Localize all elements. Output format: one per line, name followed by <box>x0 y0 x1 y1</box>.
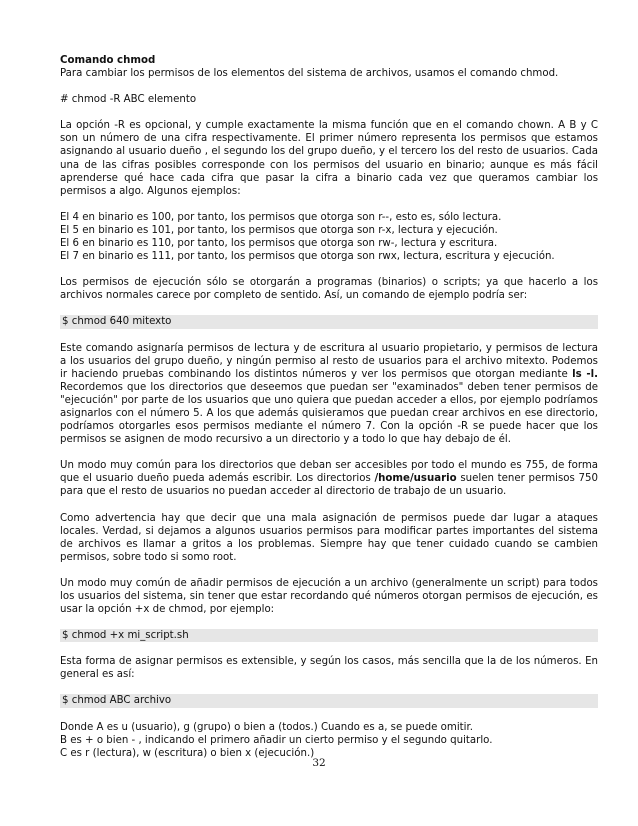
paragraph-options: La opción -R es opcional, y cumple exactamente la misma función que en el comando chown. A B y C son un número de una cifra respectivamente. El primer número representa los permisos que estamos asignando al usuario dueño , el segundo los del grupo dueño, y el tercero los del resto de usuarios. Cada una de las cifras posibles corresponde con los permisos del usuario en binario; aunque es más fácil aprenderse qué hace cada cifra que pasar la cifra a binario cada vez que queramos cambiar los permisos a algo. Algunos ejemplos: <box>60 120 598 197</box>
explanation-text-cont: Recordemos que los directorios que deseemos que puedan ser "examinados" deben tener permisos de "ejecución" por parte de los usuarios que uno quiera que puedan acceder a ellos, por ejemplo podríamos asignarlos con el número 5. A los que además quisieramos que puedan crear archivos en ese directorio, podríamos otorgarles esos permisos mediante el número 7. Con la opción -R se puede hacer que los permisos se asignen de modo recursivo a un directorio y a todo lo que hay debajo de él. <box>60 381 598 446</box>
explanation-text: Este comando asignaría permisos de lectura y de escritura al usuario propietario, y permisos de lectura a los usuarios del grupo dueño, y ningún permiso al resto de usuarios para el archivo mitexto. Podemos ir haciendo pruebas combinando los distintos números y ver los permisos que otorgan mediante <box>60 342 598 380</box>
final-line: Donde A es u (usuario), g (grupo) o bien a (todos.) Cuando es a, se puede omitir. <box>60 721 473 733</box>
paragraph-extensible: Esta forma de asignar permisos es extensible, y según los casos, más sencilla que la de los números. En general es así: <box>60 656 598 681</box>
directories-text-cont: suelen tener permisos 750 para que el resto de usuarios no puedan acceder al directorio de trabajo de un usuario. <box>60 473 598 498</box>
examples-list <box>60 211 598 263</box>
paragraph-execution: Los permisos de ejecución sólo se otorgarán a programas (binarios) o scripts; ya que hacerlo a los archivos normales carece por completo de sentido. Así, un comando de ejemplo podría ser: <box>60 277 598 302</box>
section-intro <box>60 54 598 80</box>
example-line: El 4 en binario es 100, por tanto, los permisos que otorga son r--, esto es, sólo lectura. <box>60 211 502 223</box>
document-page <box>60 54 598 773</box>
page-number: 32 <box>312 757 326 769</box>
command-example: $ chmod +x mi_script.sh <box>60 629 598 642</box>
command-example: $ chmod 640 mitexto <box>60 315 598 328</box>
syntax-line: # chmod -R ABC elemento <box>60 94 197 106</box>
example-line: El 7 en binario es 111, por tanto, los permisos que otorga son rwx, lectura, escritura y ejecución. <box>60 251 555 263</box>
example-line: El 5 en binario es 101, por tanto, los permisos que otorga son r-x, lectura y ejecución. <box>60 224 498 236</box>
directories-text: Un modo muy común para los directorios que deban ser accesibles por todo el mundo es 755, de forma que el usuario dueño pueda además escribir. Los directorios <box>60 460 598 485</box>
paragraph-warning: Como advertencia hay que decir que una mala asignación de permisos puede dar lugar a ataques locales. Verdad, si dejamos a algunos usuarios permisos para modificar partes importantes del sistema de archivos es llamar a gritos a los problemas. Siempre hay que tener cuidado cuando se cambien permisos, sobre todo si somo root. <box>60 512 598 563</box>
intro-text: Para cambiar los permisos de los elementos del sistema de archivos, usamos el comando chmod. <box>60 68 559 80</box>
final-line: C es r (lectura), w (escritura) o bien x (ejecución.) <box>60 747 315 759</box>
final-explanation <box>60 721 598 760</box>
paragraph-explanation <box>60 342 598 447</box>
command-example: $ chmod ABC archivo <box>60 694 598 707</box>
final-line: B es + o bien - , indicando el primero añadir un cierto permiso y el segundo quitarlo. <box>60 734 493 746</box>
home-path: /home/usuario <box>374 473 457 485</box>
paragraph-directories <box>60 459 598 498</box>
section-title: Comando chmod <box>60 55 156 66</box>
ls-command: ls -l. <box>572 368 598 380</box>
example-line: El 6 en binario es 110, por tanto, los permisos que otorga son rw-, lectura y escritura. <box>60 238 498 250</box>
paragraph-plus-x: Un modo muy común de añadir permisos de ejecución a un archivo (generalmente un script) para todos los usuarios del sistema, sin tener que estar recordando qué números otorgan permisos de ejecución, es usar la opción +x de chmod, por ejemplo: <box>60 577 598 616</box>
